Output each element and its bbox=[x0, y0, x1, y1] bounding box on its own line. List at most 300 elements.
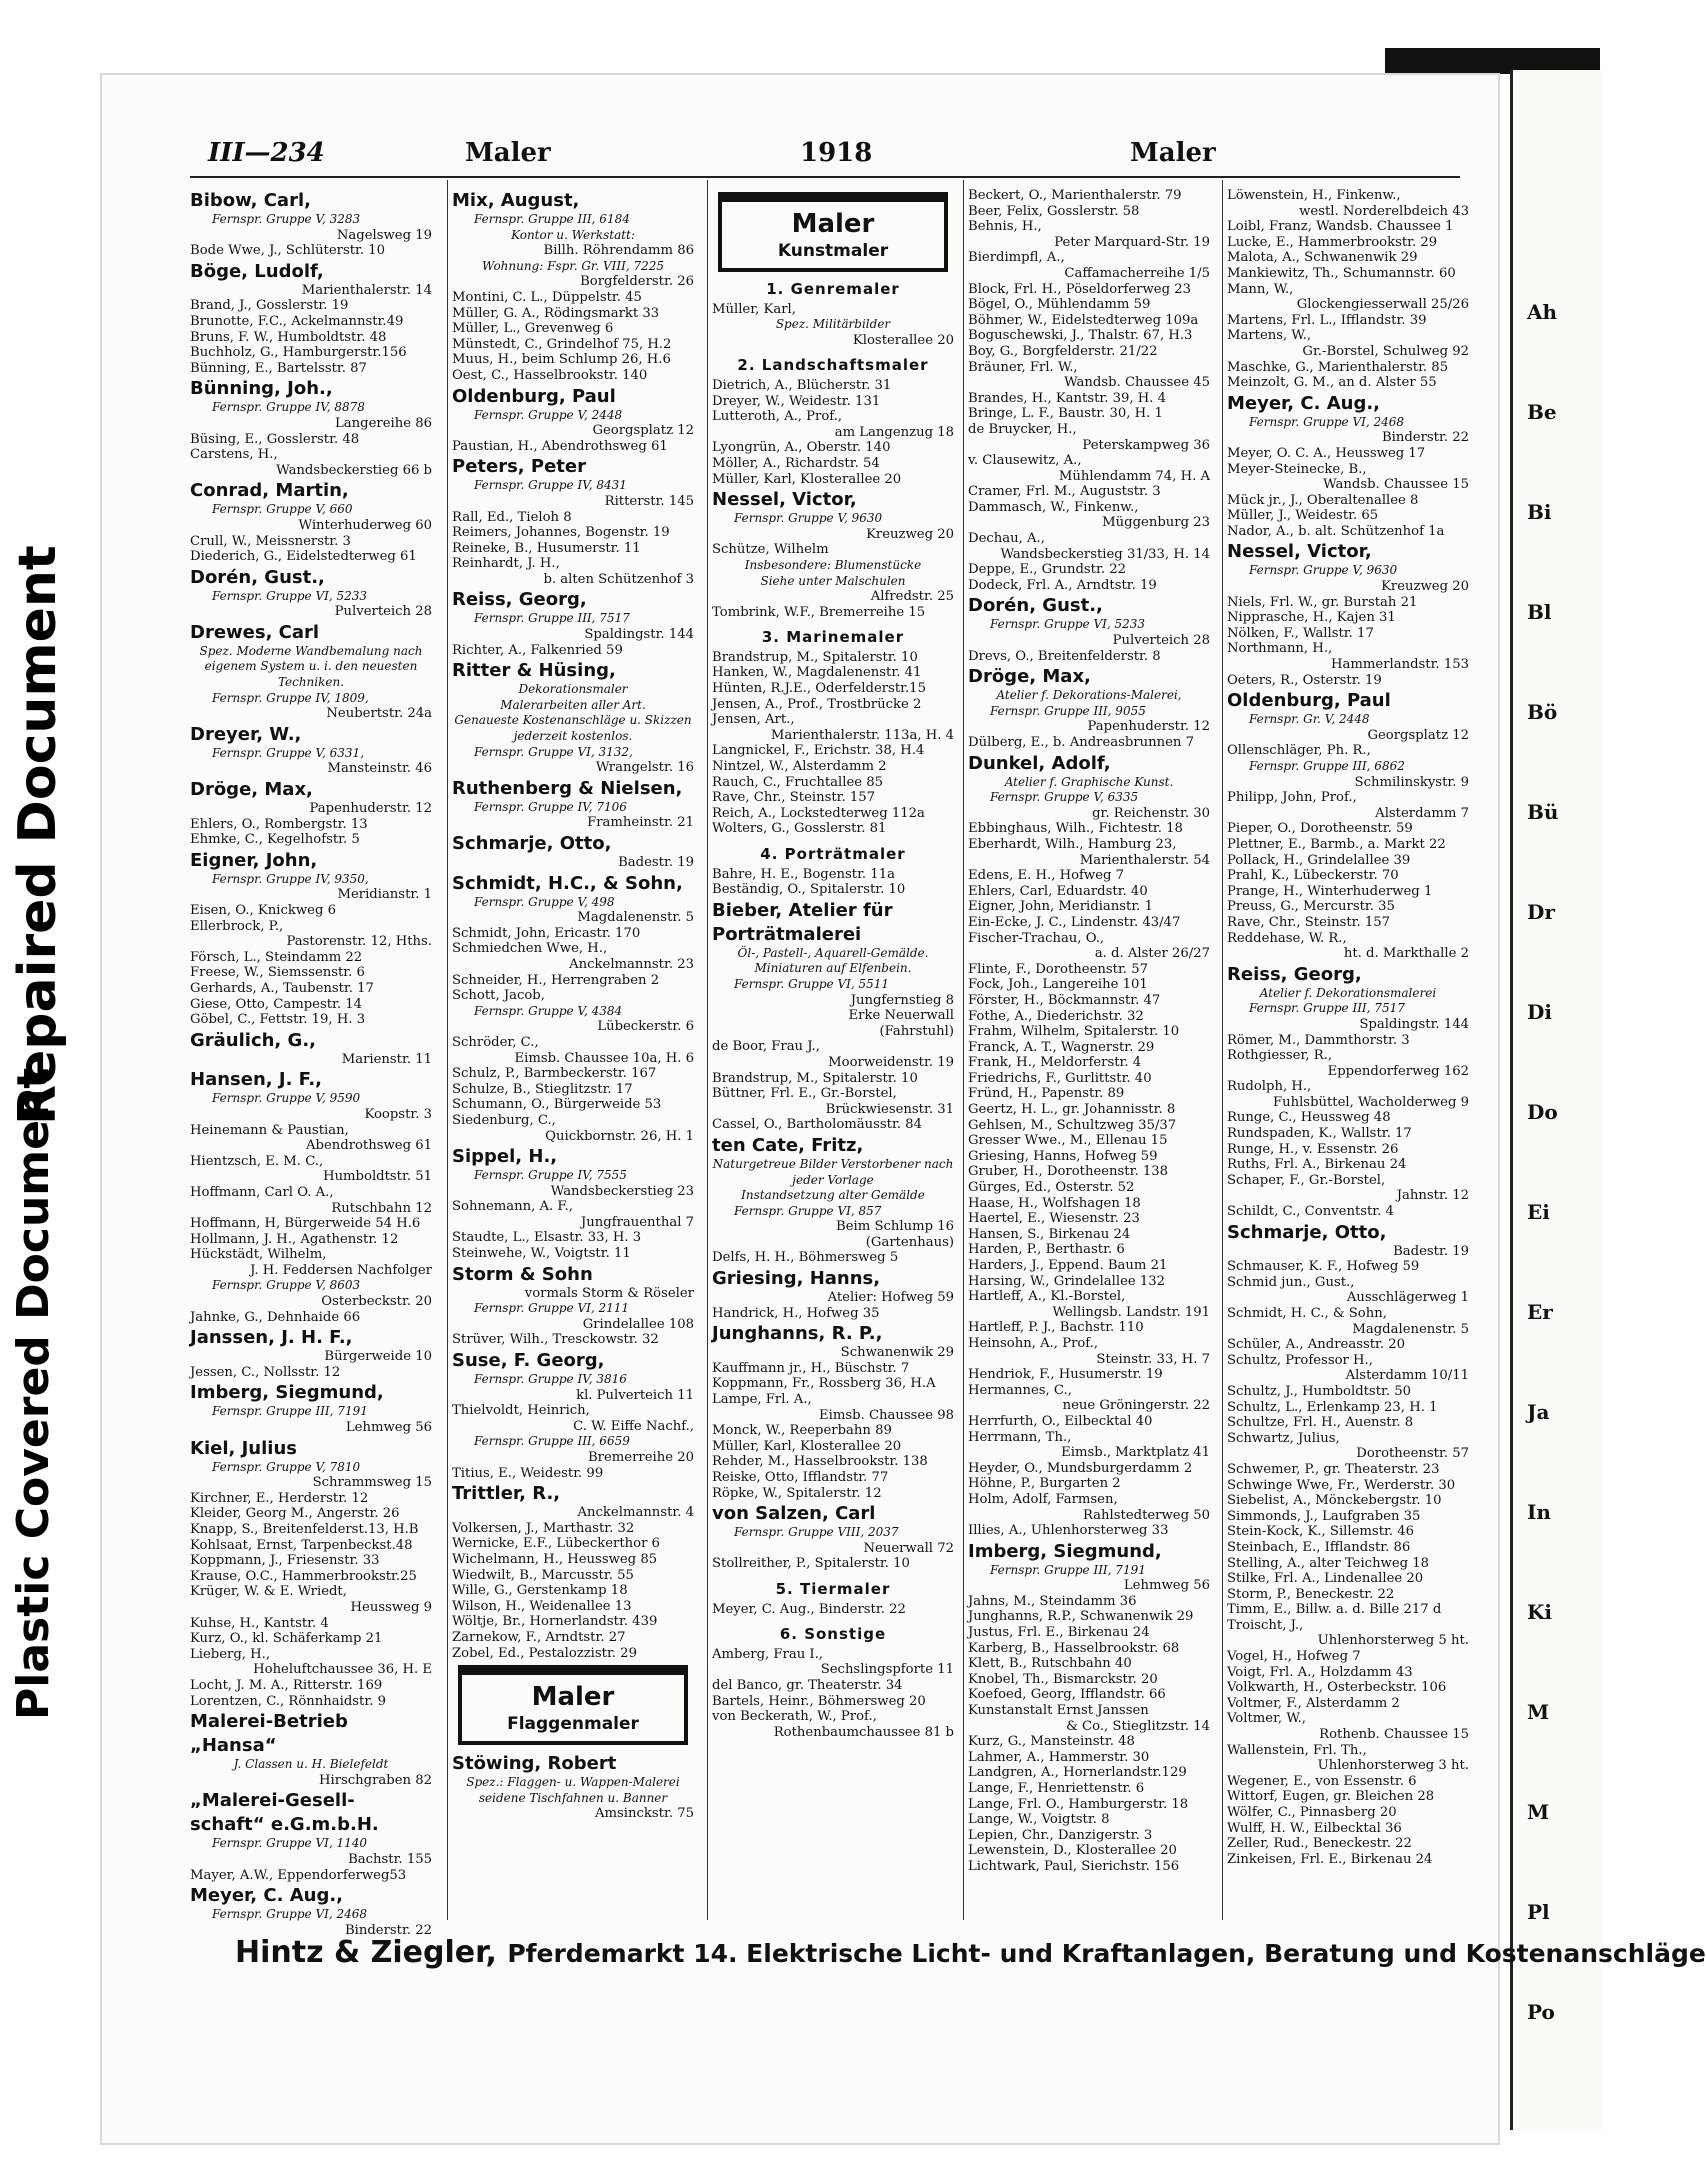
entry-line: Büsing, E., Gosslerstr. 48 bbox=[190, 431, 360, 447]
entry-address: Rutschbahn 12 bbox=[331, 1200, 432, 1216]
entry-line: Zeller, Rud., Beneckestr. 22 bbox=[1227, 1836, 1412, 1852]
entry-address: Hoheluftchaussee 36, H. E bbox=[253, 1662, 432, 1678]
entry-name: Imberg, Siegmund, bbox=[968, 1540, 1162, 1562]
entry-phone: Fernspr. Gruppe V, 498 bbox=[474, 894, 615, 909]
entry-phone: Fernspr. Gruppe VI, 5233 bbox=[212, 588, 368, 603]
fragment-text: Bü bbox=[1527, 800, 1559, 824]
entry-note: Wohnung: Fspr. Gr. VIII, 7225 bbox=[481, 258, 665, 273]
entry-line: Meyer, O. C. A., Heussweg 17 bbox=[1227, 445, 1426, 461]
entry-name: Schmarje, Otto, bbox=[452, 833, 612, 854]
entry-phone: Fernspr. Gruppe VI, 2111 bbox=[474, 1301, 630, 1316]
entry-line: Wille, G., Gerstenkamp 18 bbox=[452, 1583, 628, 1599]
entry-line: Schumann, O., Bürgerweide 53 bbox=[452, 1097, 662, 1113]
entry-line: Meyer-Steinecke, B., bbox=[1227, 461, 1367, 477]
entry-line: Hendriok, F., Husumerstr. 19 bbox=[968, 1367, 1163, 1383]
entry-address: Hammerlandstr. 153 bbox=[1331, 657, 1469, 673]
entry-note: Kontor u. Werkstatt: bbox=[511, 227, 635, 242]
entry-line: Haase, H., Wolfshagen 18 bbox=[968, 1195, 1141, 1211]
entry-note: Genaueste Kostenanschläge u. Skizzen jederzeit kostenlos. bbox=[454, 713, 692, 744]
entry-line: Lorentzen, C., Rönnhaidstr. 9 bbox=[190, 1693, 386, 1709]
entry-line: Voltmer, F., Alsterdamm 2 bbox=[1227, 1695, 1400, 1711]
entry-line: Strüver, Wilh., Tresckowstr. 32 bbox=[452, 1332, 659, 1348]
entry-name: Gräulich, G., bbox=[190, 1029, 316, 1051]
directory-column-1 bbox=[190, 188, 432, 1938]
entry-address: Rothenbaumchaussee 81 b bbox=[773, 1724, 954, 1740]
entry-line: Reich, A., Lockstedterweg 112a bbox=[712, 805, 925, 821]
entry-line: Martens, Frl. L., Ifflandstr. 39 bbox=[1227, 312, 1427, 328]
fragment-text: Er bbox=[1527, 1300, 1553, 1324]
entry-phone: Fernspr. Gruppe V, 9630 bbox=[734, 511, 883, 526]
entry-line: Göbel, C., Fettstr. 19, H. 3 bbox=[190, 1012, 366, 1028]
entry-phone: Fernspr. Gruppe III, 6862 bbox=[1249, 759, 1405, 773]
entry-line: Brunotte, F.C., Ackelmannstr.49 bbox=[190, 313, 404, 329]
entry-line: Montini, C. L., Düppelstr. 45 bbox=[452, 289, 642, 305]
entry-line: Oest, C., Hasselbrookstr. 140 bbox=[452, 367, 648, 383]
entry-line: Ebbinghaus, Wilh., Fichtestr. 18 bbox=[968, 821, 1183, 837]
entry-line: Staudte, L., Elsastr. 33, H. 3 bbox=[452, 1230, 642, 1246]
entry-line: Krause, O.C., Hammerbrookstr.25 bbox=[190, 1568, 417, 1584]
entry-line: von Beckerath, W., Prof., bbox=[712, 1709, 877, 1725]
entry-line: Voltmer, W., bbox=[1227, 1711, 1306, 1727]
entry-line: Stelling, A., alter Teichweg 18 bbox=[1227, 1555, 1430, 1571]
entry-address: Koopstr. 3 bbox=[364, 1106, 432, 1122]
entry-address: kl. Pulverteich 11 bbox=[576, 1387, 694, 1403]
entry-address: Osterbeckstr. 20 bbox=[321, 1294, 432, 1310]
entry-line: Harsing, W., Grindelallee 132 bbox=[968, 1273, 1166, 1289]
entry-address: Binderstr. 22 bbox=[344, 1922, 432, 1938]
entry-line: Griesing, Hanns, Hofweg 59 bbox=[968, 1148, 1158, 1164]
entry-line: Lange, W., Voigtstr. 8 bbox=[968, 1812, 1110, 1828]
entry-address: Peter Marquard-Str. 19 bbox=[1054, 234, 1210, 250]
entry-line: Rundspaden, K., Wallstr. 17 bbox=[1227, 1126, 1412, 1142]
entry-address: Kreuzweg 20 bbox=[866, 526, 954, 542]
entry-line: Eberhardt, Wilh., Hamburg 23, bbox=[968, 836, 1177, 852]
entry-line: Bögel, O., Mühlendamm 59 bbox=[968, 297, 1151, 313]
entry-name: ten Cate, Fritz, bbox=[712, 1134, 864, 1156]
directory-column-2 bbox=[452, 188, 694, 1923]
entry-line: Boy, G., Borgfelderstr. 21/22 bbox=[968, 343, 1158, 359]
entry-note: J. Classen u. H. Bielefeldt bbox=[233, 1757, 389, 1772]
fragment-text: Di bbox=[1527, 1000, 1552, 1024]
entry-line: Block, Frl. H., Pöseldorferweg 23 bbox=[968, 281, 1191, 297]
entry-line: Delfs, H. H., Böhmersweg 5 bbox=[712, 1250, 899, 1266]
entry-address: Lübeckerstr. 6 bbox=[597, 1019, 694, 1035]
entry-line: Steinwehe, W., Voigtstr. 11 bbox=[452, 1246, 631, 1262]
entry-line: Schmauser, K. F., Hofweg 59 bbox=[1227, 1259, 1420, 1275]
entry-line: Loibl, Franz, Wandsb. Chaussee 1 bbox=[1227, 219, 1454, 235]
entry-name: Porträtmalerei bbox=[712, 923, 862, 945]
entry-address: Magdalenenstr. 5 bbox=[577, 910, 694, 926]
entry-address: Brückwiesenstr. 31 bbox=[825, 1101, 954, 1117]
entry-phone: Fernspr. Gruppe VI, 5511 bbox=[734, 976, 890, 991]
entry-phone: Fernspr. Gruppe III, 7191 bbox=[212, 1404, 368, 1419]
entry-line: Schneider, H., Herrengraben 2 bbox=[452, 972, 660, 988]
entry-note: Siehe unter Malschulen bbox=[760, 573, 906, 588]
entry-line: Crull, W., Meissnerstr. 3 bbox=[190, 533, 351, 549]
entry-address: neue Gröningerstr. 22 bbox=[1062, 1398, 1210, 1414]
entry-note: Spez.: Flaggen- u. Wappen-Malerei bbox=[466, 1775, 680, 1790]
entry-address: Quickbornstr. 26, H. 1 bbox=[545, 1128, 694, 1144]
entry-name: Storm & Sohn bbox=[452, 1263, 593, 1285]
entry-line: Gruber, H., Dorotheenstr. 138 bbox=[968, 1164, 1169, 1180]
entry-address: Billh. Röhrendamm 86 bbox=[543, 243, 694, 259]
entry-address: Schmilinskystr. 9 bbox=[1354, 774, 1469, 790]
entry-line: Müller, Karl, Klosterallee 20 bbox=[712, 471, 902, 487]
entry-line: Lange, F., Henriettenstr. 6 bbox=[968, 1781, 1145, 1796]
entry-address: Lehmweg 56 bbox=[1123, 1578, 1210, 1594]
entry-line: Ehlers, O., Rombergstr. 13 bbox=[190, 816, 368, 832]
entry-line: Kurz, G., Mansteinstr. 48 bbox=[968, 1734, 1135, 1750]
entry-address: Heussweg 9 bbox=[350, 1599, 432, 1615]
entry-address: Eimsb. Chaussee 10a, H. 6 bbox=[514, 1050, 694, 1066]
entry-address: Sechslingspforte 11 bbox=[820, 1662, 954, 1678]
entry-line: Büttner, Frl. E., Gr.-Borstel, bbox=[712, 1086, 897, 1102]
section-box bbox=[718, 192, 948, 272]
entry-address: Framheinstr. 21 bbox=[587, 815, 694, 831]
entry-line: Timm, E., Billw. a. d. Bille 217 d bbox=[1227, 1602, 1442, 1618]
entry-address: Rothenb. Chaussee 15 bbox=[1319, 1727, 1469, 1743]
entry-line: Geertz, H. L., gr. Johannisstr. 8 bbox=[968, 1102, 1176, 1118]
entry-line: Schildt, C., Conventstr. 4 bbox=[1227, 1204, 1394, 1220]
entry-line: Rudolph, H., bbox=[1227, 1079, 1312, 1095]
entry-address: Marienthalerstr. 14 bbox=[301, 282, 432, 298]
column-divider bbox=[447, 180, 448, 1920]
section-box-title: Maler bbox=[791, 209, 875, 239]
entry-address: Klosterallee 20 bbox=[852, 332, 954, 348]
entry-address: Wandsbeckerstieg 31/33, H. 14 bbox=[1000, 546, 1210, 562]
entry-line: Heyder, O., Mundsburgerdamm 2 bbox=[968, 1460, 1193, 1476]
entry-line: Frank, H., Meldorferstr. 4 bbox=[968, 1055, 1142, 1071]
fragment-text: Do bbox=[1527, 1100, 1558, 1124]
entry-address: Anckelmannstr. 4 bbox=[577, 1505, 694, 1521]
entry-line: Rave, Chr., Steinstr. 157 bbox=[1227, 914, 1391, 930]
entry-line: Schwinge Wwe, Fr., Werderstr. 30 bbox=[1227, 1477, 1456, 1493]
fragment-text: M bbox=[1527, 1700, 1550, 1724]
entry-line: Illies, A., Uhlenhorsterweg 33 bbox=[968, 1523, 1169, 1539]
entry-address: Papenhuderstr. 12 bbox=[309, 801, 432, 817]
entry-line: Löwenstein, H., Finkenw., bbox=[1227, 188, 1401, 203]
entry-address: Wellingsb. Landstr. 191 bbox=[1052, 1304, 1210, 1320]
entry-address: gr. Reichenstr. 30 bbox=[1092, 805, 1210, 821]
entry-name: Sippel, H., bbox=[452, 1146, 558, 1168]
entry-note: Dekorationsmaler bbox=[518, 682, 628, 697]
entry-line: Fock, Joh., Langereihe 101 bbox=[968, 977, 1148, 993]
entry-line: Jahnke, G., Dehnhaide 66 bbox=[190, 1309, 361, 1325]
header-right-title: Maler bbox=[1130, 138, 1216, 168]
entry-line: Pollack, H., Grindelallee 39 bbox=[1227, 852, 1411, 868]
entry-name: Oldenburg, Paul bbox=[1227, 690, 1391, 712]
header-rule bbox=[190, 176, 1460, 178]
fragment-text: Bl bbox=[1527, 600, 1552, 624]
entry-line: Ehlers, Carl, Eduardstr. 40 bbox=[968, 883, 1148, 899]
entry-note: Insbesondere: Blumenstücke bbox=[744, 557, 922, 572]
repaired-document-label: Repaired Document bbox=[8, 545, 68, 1125]
entry-address: Alfredstr. 25 bbox=[870, 589, 954, 605]
entry-line: Röpke, W., Spitalerstr. 12 bbox=[712, 1485, 882, 1501]
entry-line: Schulze, B., Stieglitzstr. 17 bbox=[452, 1081, 633, 1097]
entry-address: b. alten Schützenhof 3 bbox=[543, 571, 694, 587]
entry-line: Dodeck, Frl. A., Arndtstr. 19 bbox=[968, 577, 1157, 593]
entry-line: Amberg, Frau I., bbox=[712, 1646, 823, 1662]
entry-line: Hermannes, C., bbox=[968, 1382, 1072, 1398]
entry-line: Reimers, Johannes, Bogenstr. 19 bbox=[452, 525, 670, 541]
entry-line: Siedenburg, C., bbox=[452, 1112, 556, 1128]
entry-line: Jessen, C., Nollsstr. 12 bbox=[190, 1364, 341, 1380]
entry-address: Papenhuderstr. 12 bbox=[1087, 719, 1210, 735]
entry-address: Wandsb. Chaussee 45 bbox=[1064, 375, 1210, 391]
entry-line: Ollenschläger, Ph. R., bbox=[1227, 743, 1371, 759]
entry-line: Drevs, O., Breitenfelderstr. 8 bbox=[968, 648, 1161, 664]
entry-line: Eisen, O., Knickweg 6 bbox=[190, 903, 336, 918]
entry-address: Jungfrauenthal 7 bbox=[580, 1214, 694, 1230]
entry-address: (Gartenhaus) bbox=[865, 1234, 954, 1250]
entry-address: westl. Norderelbdeich 43 bbox=[1299, 203, 1469, 219]
entry-line: Bode Wwe, J., Schlüterstr. 10 bbox=[190, 243, 386, 259]
entry-line: Schulz, P., Barmbeckerstr. 167 bbox=[452, 1066, 657, 1082]
entry-line: Vogel, H., Hofweg 7 bbox=[1227, 1649, 1361, 1665]
fragment-text: Pl bbox=[1527, 1900, 1550, 1924]
entry-address: Jahnstr. 12 bbox=[1396, 1188, 1469, 1204]
entry-address: Eimsb. Chaussee 98 bbox=[819, 1407, 954, 1423]
entry-name: Dorén, Gust., bbox=[190, 566, 325, 588]
entry-name: Dröge, Max, bbox=[968, 666, 1091, 688]
entry-line: Schultz, Professor H., bbox=[1227, 1352, 1373, 1368]
entry-note: Atelier f. Graphische Kunst. bbox=[1004, 774, 1174, 789]
entry-line: Brandstrup, M., Spitalerstr. 10 bbox=[712, 1070, 918, 1086]
entry-line: Monck, W., Reeperbahn 89 bbox=[712, 1423, 892, 1439]
entry-name: Schmarje, Otto, bbox=[1227, 1221, 1387, 1243]
entry-phone: Fernspr. Gruppe V, 660 bbox=[212, 502, 353, 517]
entry-phone: Fernspr. Gruppe IV, 1809, bbox=[212, 690, 369, 705]
entry-line: Lucke, E., Hammerbrookstr. 29 bbox=[1227, 234, 1438, 250]
footer-firm: Hintz & Ziegler, bbox=[235, 1935, 497, 1970]
entry-line: Eigner, John, Meridianstr. 1 bbox=[968, 899, 1153, 915]
entry-line: Maschke, G., Marienthalerstr. 85 bbox=[1227, 359, 1449, 375]
entry-line: Brand, J., Gosslerstr. 19 bbox=[190, 298, 349, 314]
entry-line: Runge, H., v. Essenstr. 26 bbox=[1227, 1141, 1399, 1157]
entry-line: Niels, Frl. W., gr. Burstah 21 bbox=[1227, 594, 1418, 610]
entry-line: Holm, Adolf, Farmsen, bbox=[968, 1491, 1118, 1507]
entry-line: Lewenstein, D., Klosterallee 20 bbox=[968, 1843, 1177, 1859]
entry-address: Amsinckstr. 75 bbox=[595, 1806, 694, 1822]
entry-line: Muus, H., beim Schlump 26, H.6 bbox=[452, 352, 671, 368]
entry-address: vormals Storm & Röseler bbox=[524, 1285, 694, 1301]
entry-name: Suse, F. Georg, bbox=[452, 1350, 605, 1372]
entry-line: Zinkeisen, Frl. E., Birkenau 24 bbox=[1227, 1851, 1433, 1867]
entry-address: Ritterstr. 145 bbox=[604, 493, 694, 509]
entry-line: Schultz, J., Humboldtstr. 50 bbox=[1227, 1383, 1412, 1399]
entry-line: Schüler, A., Andreasstr. 20 bbox=[1227, 1337, 1406, 1353]
entry-note: Spez. Moderne Wandbemalung nach eigenem System u. i. den neuesten Techniken. bbox=[199, 643, 423, 690]
entry-address: Pulverteich 28 bbox=[1112, 633, 1210, 649]
entry-line: Schultze, Frl. H., Auenstr. 8 bbox=[1227, 1415, 1414, 1431]
entry-line: Carstens, H., bbox=[190, 447, 278, 463]
entry-line: Lyongrün, A., Oberstr. 140 bbox=[712, 440, 891, 456]
entry-line: Hückstädt, Wilhelm, bbox=[190, 1247, 327, 1263]
entry-address: Caffamacherreihe 1/5 bbox=[1064, 265, 1210, 281]
entry-line: Hünten, R.J.E., Oderfelderstr.15 bbox=[712, 681, 926, 697]
entry-phone: Fernspr. Gruppe IV, 7555 bbox=[474, 1168, 627, 1183]
entry-line: Brandstrup, M., Spitalerstr. 10 bbox=[712, 649, 918, 665]
entry-name: Hansen, J. F., bbox=[190, 1069, 322, 1091]
entry-name: Janssen, J. H. F., bbox=[190, 1327, 353, 1349]
entry-line: Wulff, H. W., Eilbecktal 36 bbox=[1227, 1820, 1402, 1836]
entry-address: Wandsbeckerstieg 23 bbox=[550, 1183, 694, 1199]
entry-line: Wallenstein, Frl. Th., bbox=[1227, 1742, 1367, 1758]
entry-line: Boguschewski, J., Thalstr. 67, H.3 bbox=[968, 328, 1193, 344]
entry-line: Nador, A., b. alt. Schützenhof 1a bbox=[1227, 523, 1445, 539]
entry-line: Martens, W., bbox=[1227, 328, 1312, 344]
entry-phone: Fernspr. Gruppe IV, 3816 bbox=[474, 1372, 627, 1387]
entry-address: Bürgerweide 10 bbox=[324, 1349, 432, 1365]
entry-line: Mück jr., J., Oberaltenallee 8 bbox=[1227, 492, 1419, 508]
entry-address: Wandsbeckerstieg 66 b bbox=[276, 462, 432, 478]
section-box bbox=[458, 1665, 688, 1745]
entry-line: Dechau, A., bbox=[968, 531, 1045, 547]
entry-address: Atelier: Hofweg 59 bbox=[827, 1290, 954, 1306]
entry-line: Langnickel, F., Erichstr. 38, H.4 bbox=[712, 743, 925, 759]
entry-address: Ausschlägerweg 1 bbox=[1346, 1290, 1469, 1306]
entry-name: Schmidt, H.C., & Sohn, bbox=[452, 872, 683, 894]
entry-line: Försch, L., Steindamm 22 bbox=[190, 949, 363, 965]
entry-address: Wandsb. Chaussee 15 bbox=[1323, 477, 1469, 493]
entry-name: Trittler, R., bbox=[452, 1483, 561, 1505]
entry-address: Uhlenhorsterweg 3 ht. bbox=[1317, 1758, 1469, 1774]
entry-line: Schmidt, H. C., & Sohn, bbox=[1227, 1306, 1387, 1321]
entry-line: Diederich, G., Eidelstedterweg 61 bbox=[190, 549, 417, 565]
entry-phone: Fernspr. Gruppe VI, 2468 bbox=[212, 1907, 368, 1922]
entry-line: Bräuner, Frl. W., bbox=[968, 359, 1078, 375]
entry-address: Spaldingstr. 144 bbox=[1359, 1016, 1469, 1032]
entry-phone: Fernspr. Gruppe V, 3283 bbox=[212, 212, 361, 226]
entry-address: Bachstr. 155 bbox=[348, 1851, 432, 1867]
entry-line: Kleider, Georg M., Angerstr. 26 bbox=[190, 1506, 400, 1522]
entry-line: Wiedwilt, B., Marcusstr. 55 bbox=[452, 1567, 634, 1583]
entry-line: Steinbach, E., Ifflandstr. 86 bbox=[1227, 1539, 1411, 1555]
entry-phone: Fernspr. Gruppe VI, 857 bbox=[734, 1203, 882, 1218]
entry-line: Mayer, A.W., Eppendorferweg53 bbox=[190, 1867, 407, 1883]
entry-line: Mankiewitz, Th., Schumannstr. 60 bbox=[1227, 265, 1456, 281]
entry-line: Herrmann, Th., bbox=[968, 1429, 1072, 1445]
entry-line: Wegener, E., von Essenstr. 6 bbox=[1227, 1773, 1417, 1789]
entry-line: Meyer, C. Aug., Binderstr. 22 bbox=[712, 1601, 906, 1617]
entry-line: Fründ, H., Papenstr. 89 bbox=[968, 1086, 1125, 1102]
entry-line: Buchholz, G., Hamburgerstr.156 bbox=[190, 345, 407, 361]
entry-line: Lichtwark, Paul, Sierichstr. 156 bbox=[968, 1858, 1180, 1874]
entry-address: Binderstr. 22 bbox=[1381, 430, 1469, 446]
entry-address: Beim Schlump 16 bbox=[836, 1219, 954, 1235]
category-heading: 2. Landschaftsmaler bbox=[737, 356, 929, 375]
entry-address: Schwanenwik 29 bbox=[840, 1345, 954, 1361]
entry-phone: Fernspr. Gruppe V, 7810 bbox=[212, 1459, 361, 1474]
entry-line: Simmonds, J., Laufgraben 35 bbox=[1227, 1508, 1421, 1524]
entry-address: Badestr. 19 bbox=[618, 855, 694, 870]
entry-line: Franck, A. T., Wagnerstr. 29 bbox=[968, 1039, 1155, 1055]
entry-address: Alsterdamm 10/11 bbox=[1345, 1368, 1469, 1384]
entry-line: Prahl, K., Lübeckerstr. 70 bbox=[1227, 868, 1399, 884]
entry-name: „Malerei-Gesell- bbox=[190, 1790, 355, 1812]
entry-phone: Fernspr. Gruppe V, 2448 bbox=[474, 407, 623, 422]
entry-name: Kiel, Julius bbox=[190, 1437, 297, 1459]
entry-line: Stein-Kock, K., Sillemstr. 46 bbox=[1227, 1524, 1415, 1540]
entry-line: Müller, G. A., Rödingsmarkt 33 bbox=[452, 305, 660, 321]
entry-phone: Fernspr. Gruppe IV, 8878 bbox=[212, 400, 365, 415]
entry-line: Hartleff, P. J., Bachstr. 110 bbox=[968, 1320, 1144, 1336]
entry-phone: Fernspr. Gruppe VI, 3132, bbox=[474, 744, 633, 759]
entry-line: Hoffmann, H, Bürgerweide 54 H.6 bbox=[190, 1216, 421, 1232]
entry-name: Peters, Peter bbox=[452, 456, 586, 478]
entry-line: Schultz, L., Erlenkamp 23, H. 1 bbox=[1227, 1399, 1438, 1415]
entry-line: Reinhardt, J. H., bbox=[452, 556, 560, 572]
entry-line: de Boor, Frau J., bbox=[712, 1039, 820, 1055]
entry-phone: Fernspr. Gruppe V, 6335 bbox=[990, 790, 1139, 805]
entry-line: Gerhards, A., Taubenstr. 17 bbox=[190, 980, 374, 996]
page-number: III—234 bbox=[208, 138, 325, 168]
entry-line: Fothe, A., Diederichstr. 32 bbox=[968, 1008, 1144, 1024]
entry-line: Ehmke, C., Kegelhofstr. 5 bbox=[190, 832, 360, 848]
entry-name: Drewes, Carl bbox=[190, 621, 320, 643]
entry-line: Thielvoldt, Heinrich, bbox=[452, 1403, 590, 1419]
entry-line: Klett, B., Rutschbahn 40 bbox=[968, 1656, 1132, 1672]
entry-line: Beckert, O., Marienthalerstr. 79 bbox=[968, 188, 1182, 203]
entry-line: Nintzel, W., Alsterdamm 2 bbox=[712, 759, 887, 775]
entry-line: Volkwarth, H., Osterbeckstr. 106 bbox=[1227, 1680, 1447, 1696]
entry-address: Meridianstr. 1 bbox=[337, 887, 432, 903]
entry-line: Wölfer, C., Pinnasberg 20 bbox=[1227, 1805, 1397, 1820]
entry-line: v. Clausewitz, A., bbox=[968, 453, 1082, 469]
entry-phone: Fernspr. Gruppe III, 6659 bbox=[474, 1434, 630, 1449]
header-year: 1918 bbox=[800, 138, 873, 168]
entry-line: Runge, C., Heussweg 48 bbox=[1227, 1110, 1391, 1126]
entry-line: Höhne, P., Burgarten 2 bbox=[968, 1476, 1121, 1492]
entry-line: Tombrink, W.F., Bremerreihe 15 bbox=[712, 604, 926, 620]
entry-name: Ritter & Hüsing, bbox=[452, 660, 616, 682]
entry-line: Förster, H., Böckmannstr. 47 bbox=[968, 992, 1161, 1008]
entry-line: Troischt, J., bbox=[1227, 1617, 1304, 1633]
entry-name: Conrad, Martin, bbox=[190, 480, 349, 502]
entry-address: Langereihe 86 bbox=[335, 415, 432, 431]
entry-line: de Bruycker, H., bbox=[968, 421, 1077, 437]
entry-line: Zarnekow, F., Arndtstr. 27 bbox=[452, 1629, 626, 1645]
entry-line: Jahns, M., Steindamm 36 bbox=[968, 1593, 1137, 1609]
footer-text: Pferdemarkt 14. Elektrische Licht- und Kraftanlagen, Beratung und Kostenanschläge bbox=[507, 1939, 1706, 1968]
entry-address: Spaldingstr. 144 bbox=[584, 627, 694, 643]
entry-address: Georgsplatz 12 bbox=[592, 423, 694, 439]
entry-line: Harden, P., Berthastr. 6 bbox=[968, 1242, 1125, 1258]
entry-phone: Fernspr. Gruppe V, 9590 bbox=[212, 1091, 361, 1106]
entry-line: Reineke, B., Husumerstr. 11 bbox=[452, 540, 641, 556]
fragment-text: Bö bbox=[1527, 700, 1558, 724]
entry-line: Wittorf, Eugen, gr. Bleichen 28 bbox=[1227, 1789, 1435, 1805]
entry-note: Naturgetreue Bilder Verstorbener nach jeder Vorlage bbox=[712, 1156, 954, 1187]
entry-line: Malota, A., Schwanenwik 29 bbox=[1227, 250, 1418, 266]
plastic-covered-label: Plastic Covered Document bbox=[8, 1067, 59, 1720]
entry-name: Dreyer, W., bbox=[190, 723, 302, 745]
entry-line: Schröder, C., bbox=[452, 1034, 539, 1050]
entry-line: Landgren, A., Hornerlandstr.129 bbox=[968, 1765, 1187, 1781]
entry-name: „Hansa“ bbox=[190, 1735, 277, 1757]
entry-name: Bieber, Atelier für bbox=[712, 899, 893, 921]
entry-address: Marienthalerstr. 54 bbox=[1079, 852, 1210, 868]
entry-address: Bremerreihe 20 bbox=[587, 1450, 694, 1465]
entry-name: Oldenburg, Paul bbox=[452, 385, 616, 407]
entry-address: Moorweidenstr. 19 bbox=[828, 1054, 954, 1070]
entry-address: Neubertstr. 24a bbox=[326, 706, 432, 722]
entry-line: Koefoed, Georg, Ifflandstr. 66 bbox=[968, 1687, 1166, 1703]
entry-phone: Fernspr. Gruppe V, 6331, bbox=[212, 745, 365, 760]
entry-line: Siebelist, A., Mönckebergstr. 10 bbox=[1227, 1493, 1442, 1509]
entry-line: Rothgiesser, R., bbox=[1227, 1048, 1333, 1064]
